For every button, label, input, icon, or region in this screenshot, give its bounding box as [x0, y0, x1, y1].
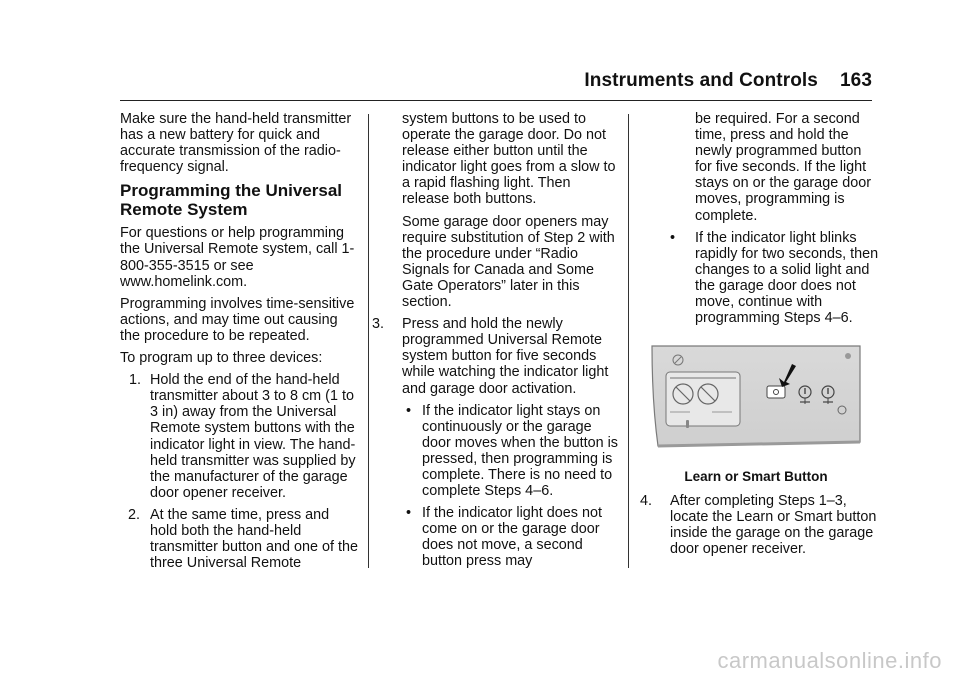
devices-paragraph: To program up to three devices: — [120, 350, 323, 367]
step-4 — [640, 493, 880, 557]
column-1 — [120, 111, 360, 577]
watermark: carmanualsonline.info — [717, 648, 942, 673]
bullet-text: If the indicator light blinks rapidly for two seconds, then changes to a solid light and the garage door does not move, continue with programming Steps 4–6. — [695, 229, 879, 327]
column-divider-2 — [628, 114, 629, 568]
step-number: 1. — [129, 372, 142, 389]
step-number: 2. — [128, 506, 141, 523]
column-divider-1 — [368, 114, 369, 568]
timeout-paragraph: Programming involves time-sensitive actions, and may time out causing the procedure to be repeated. — [120, 295, 355, 344]
step-text: Hold the end of the hand-held transmitter about 3 to 8 cm (1 to 3 in) away from the Universal Remote system buttons with the indicator light in view. The hand-held transmitter was supplied by the manufacturer of the garage door opener receiver. — [150, 372, 356, 501]
header-rule — [120, 100, 872, 101]
bullet-continuation: be required. For a second time, press and hold the newly programmed button for five seconds. If the light stays on or the garage door moves, programming is complete. — [695, 111, 871, 224]
step-2 — [120, 507, 360, 571]
step-text: After completing Steps 1–3, locate the Learn or Smart button inside the garage on the garage door opener receiver. — [670, 493, 877, 558]
step-2-continuation: system buttons to be used to operate the garage door. Do not release either button until the indicator light goes from a slow to a rapid flashing light. Then release both buttons. — [402, 111, 616, 208]
substitution-note: Some garage door openers may require substitution of Step 2 with the procedure under “Radio Signals for Canada and Some Gate Operators” later in this section. — [402, 213, 615, 311]
garage-opener-panel-illustration — [650, 342, 862, 452]
step-text: Press and hold the newly programmed Universal Remote system button for five seconds while watching the indicator light and garage door activation. — [402, 316, 609, 397]
intro-paragraph: Make sure the hand-held transmitter has a new battery for quick and accurate transmission of the radio-frequency signal. — [120, 111, 352, 176]
bullet-marker: • — [406, 402, 412, 419]
section-title: Instruments and Controls — [584, 70, 818, 91]
bullet-marker: • — [670, 229, 676, 246]
support-paragraph: For questions or help programming the Universal Remote system, call 1-800-355-3515 or see www.homelink.com. — [120, 225, 355, 290]
bullet-item — [372, 505, 620, 569]
page-number: 163 — [839, 70, 872, 91]
page-header — [584, 70, 872, 92]
bullet-item — [372, 403, 620, 500]
warning-label — [666, 372, 740, 426]
step-text: At the same time, press and hold both the hand-held transmitter button and one of the three Universal Remote — [150, 506, 358, 572]
bullet-marker: • — [406, 505, 412, 522]
learn-button — [767, 386, 785, 398]
figure-caption: Learn or Smart Button — [684, 469, 828, 484]
learn-button-figure — [650, 342, 862, 452]
column-3 — [640, 111, 880, 332]
bullet-text: If the indicator light does not come on or the garage door does not move, a second button press may — [422, 505, 602, 570]
bullet-text: If the indicator light stays on continuously or the garage door moves when the button is pressed, then programming is complete. There is no need to complete Steps 4–6. — [422, 402, 618, 500]
step-number: 3. — [372, 316, 385, 333]
step-3 — [372, 316, 620, 396]
step-1 — [120, 372, 360, 501]
screw-icon — [845, 353, 851, 359]
step-number: 4. — [640, 493, 653, 509]
bullet-item — [640, 230, 880, 327]
column-3-lower — [640, 493, 880, 563]
column-2 — [372, 111, 620, 576]
section-heading: Programming the Universal Remote System — [120, 181, 343, 220]
